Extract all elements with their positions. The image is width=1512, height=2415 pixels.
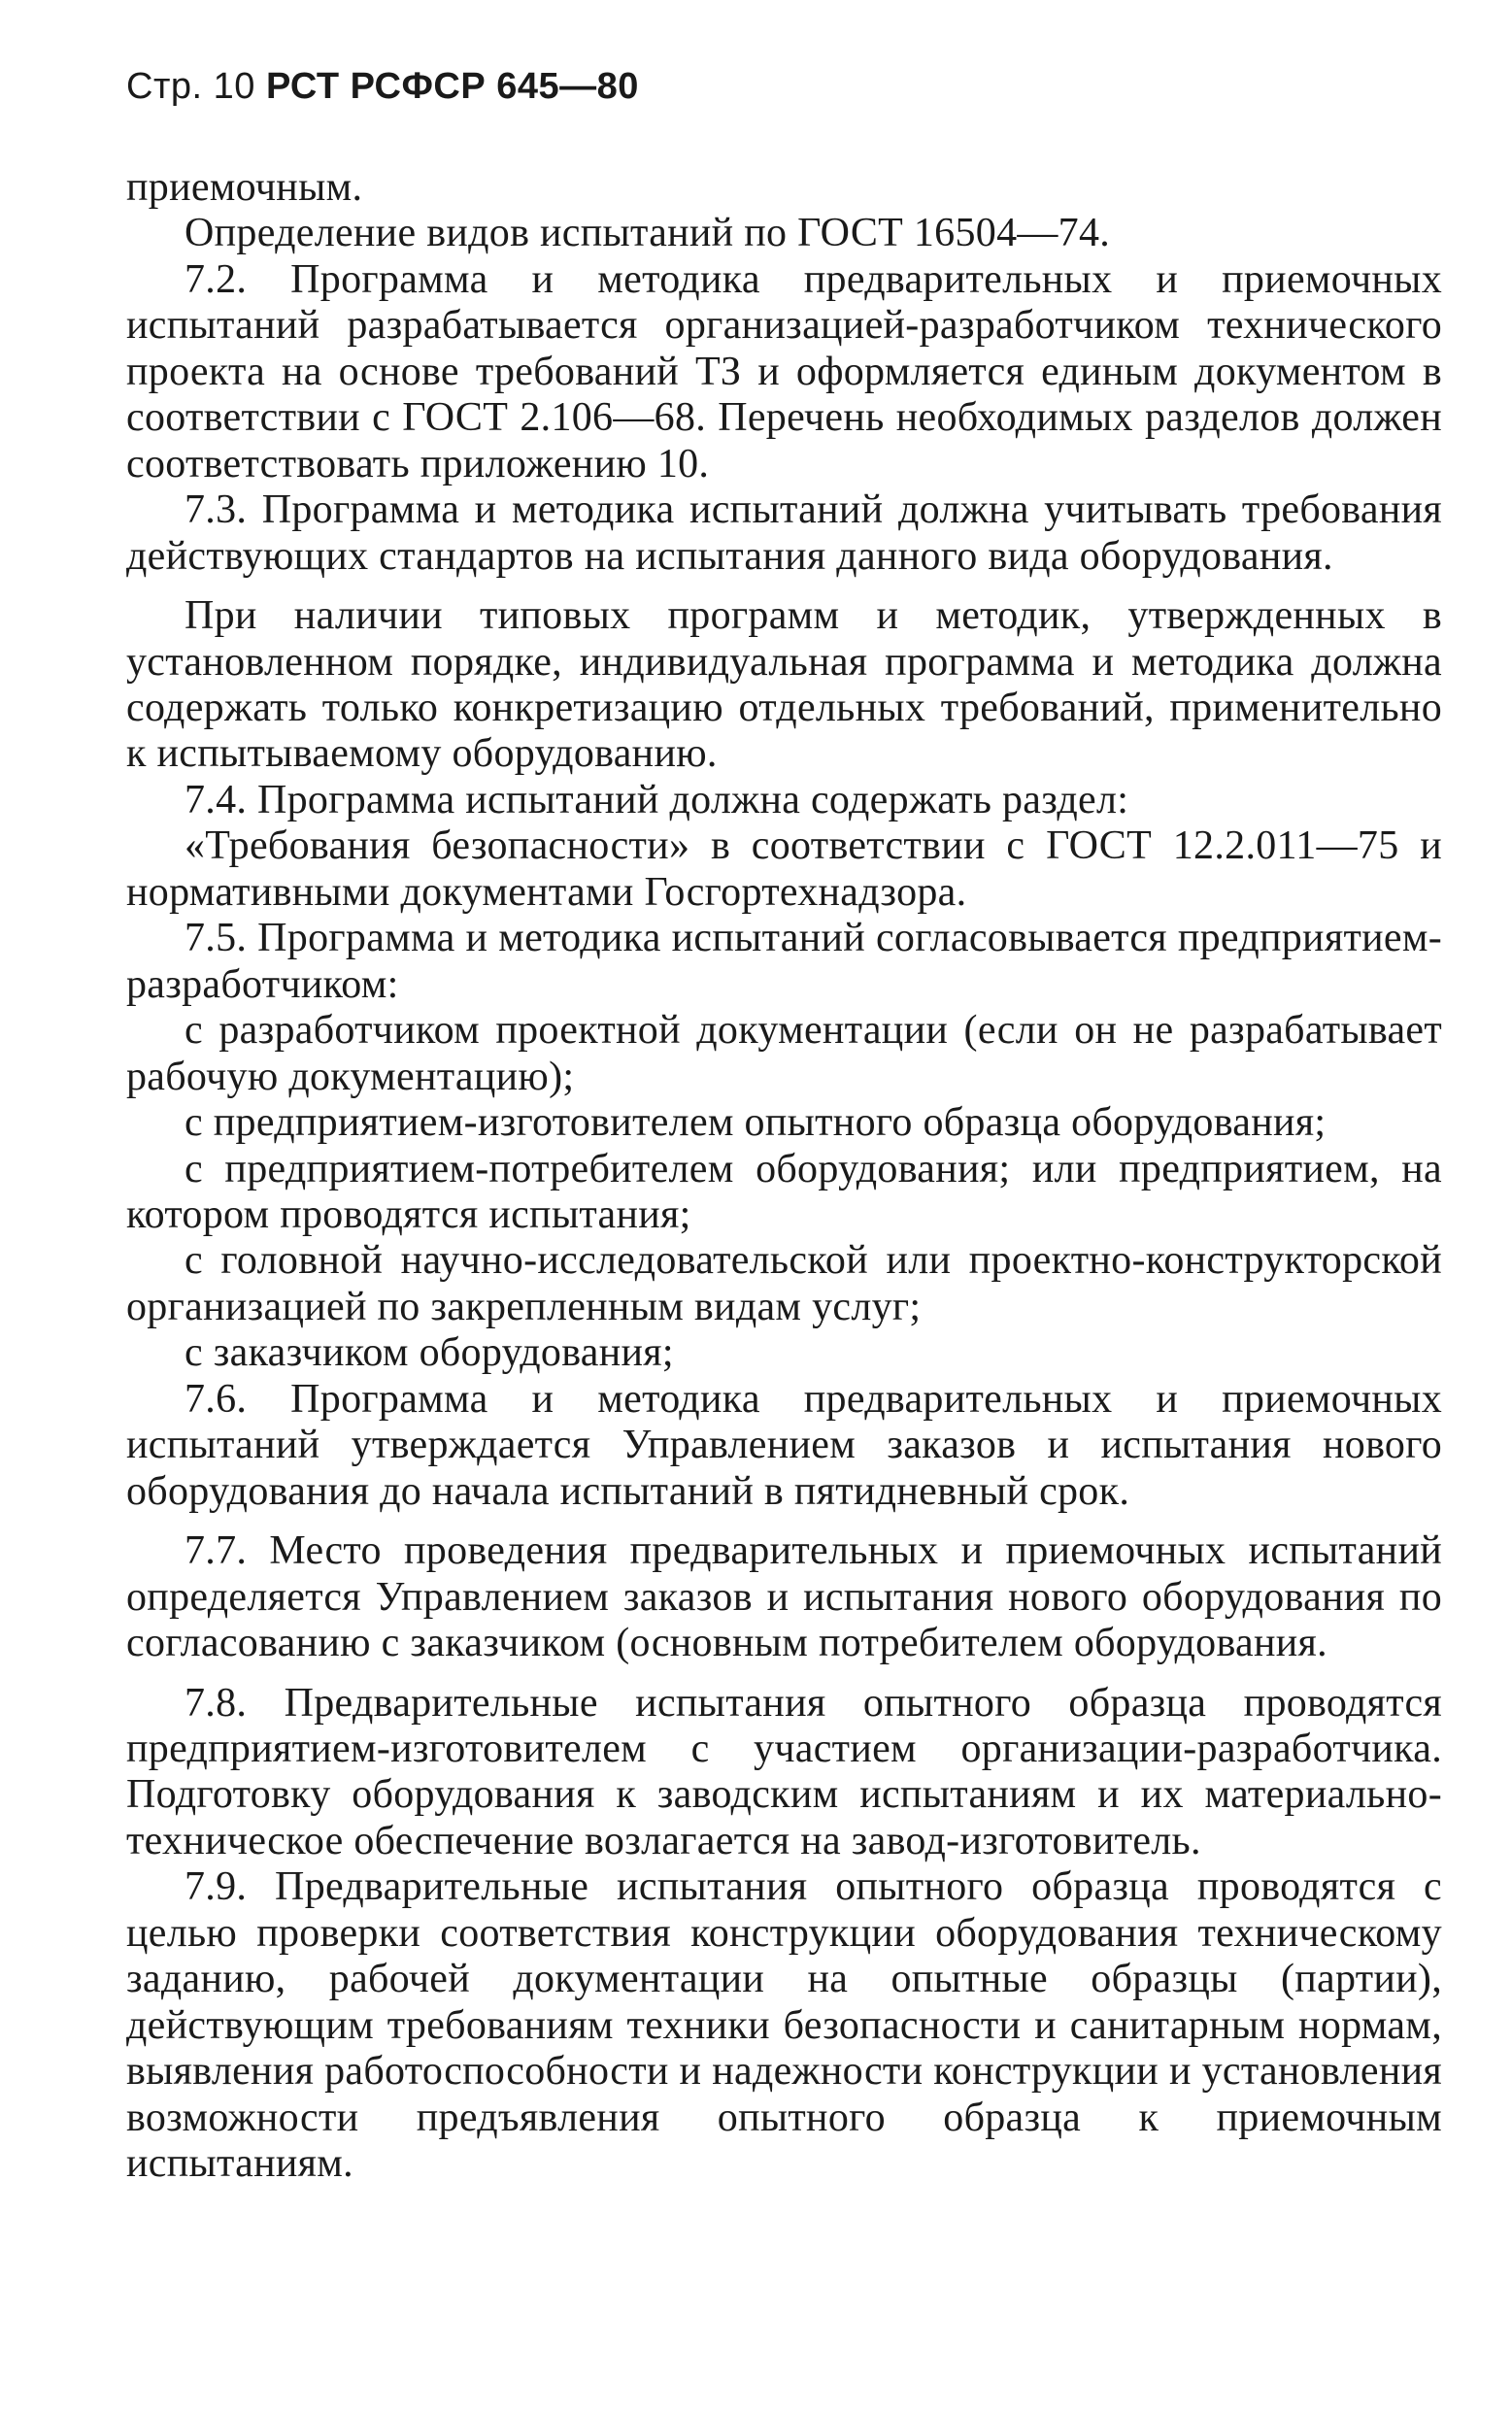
- paragraph-7-3: 7.3. Программа и методика испытаний должна учитывать требования действующих стандартов на испытания данного вида оборудования.: [126, 487, 1442, 579]
- list-item: с головной научно-исследовательской или проектно-конструкторской организацией по закрепленным видам услуг;: [126, 1238, 1442, 1329]
- list-item: с заказчиком оборудования;: [185, 1330, 674, 1376]
- paragraph-7-6: 7.6. Программа и методика предварительных и приемочных испытаний утверждается Управлением заказов и испытания нового оборудования до начала испытаний в пятидневный срок.: [126, 1376, 1442, 1514]
- paragraph: Определение видов испытаний по ГОСТ 16504—74.: [185, 211, 1111, 256]
- paragraph-7-4: 7.4. Программа испытаний должна содержать раздел:: [185, 777, 1129, 822]
- paragraph-7-9: 7.9. Предварительные испытания опытного образца проводятся с целью проверки соответствия конструкции оборудования техническому заданию, рабочей документации на опытные образцы (партии), действующим требованиям техники безопасности и санитарным нормам, выявления работоспособности и надежности конструкции и установления возможности предъявления опытного образца к приемочным испытаниям.: [126, 1864, 1442, 2187]
- list-item: с разработчиком проектной документации (если он не разрабатывает рабочую документацию);: [126, 1008, 1442, 1099]
- paragraph-7-5: 7.5. Программа и методика испытаний согласовывается предприятием-разработчиком:: [126, 916, 1442, 1007]
- paragraph: приемочным.: [126, 165, 363, 210]
- page-number: Стр. 10: [126, 66, 255, 107]
- list-item: с предприятием-изготовителем опытного образца оборудования;: [185, 1100, 1327, 1146]
- paragraph-7-7: 7.7. Место проведения предварительных и приемочных испытаний определяется Управлением заказов и испытания нового оборудования по согласованию с заказчиком (основным потребителем оборудования.: [126, 1528, 1442, 1666]
- body-text: [126, 165, 1442, 2187]
- page-header: [126, 68, 639, 105]
- paragraph: При наличии типовых программ и методик, утвержденных в установленном порядке, индивидуальная программа и методика должна содержать только конкретизацию отдельных требований, применительно к испытываемому оборудованию.: [126, 593, 1442, 777]
- standard-code: РСТ РСФСР 645—80: [265, 66, 639, 107]
- list-item: с предприятием-потребителем оборудования; или предприятием, на котором проводятся испытания;: [126, 1146, 1442, 1237]
- paragraph: «Требования безопасности» в соответствии с ГОСТ 12.2.011—75 и нормативными документами Госгортехнадзора.: [126, 823, 1442, 915]
- paragraph-7-8: 7.8. Предварительные испытания опытного образца проводятся предприятием-изготовителем с участием организации-разработчика. Подготовку оборудования к заводским испытаниям и их материально-техническое обеспечение возлагается на завод-изготовитель.: [126, 1680, 1442, 1863]
- paragraph-7-2: 7.2. Программа и методика предварительных и приемочных испытаний разрабатывается организацией-разработчиком технического проекта на основе требований ТЗ и оформляется единым документом в соответствии с ГОСТ 2.106—68. Перечень необходимых разделов должен соответствовать приложению 10.: [126, 256, 1442, 486]
